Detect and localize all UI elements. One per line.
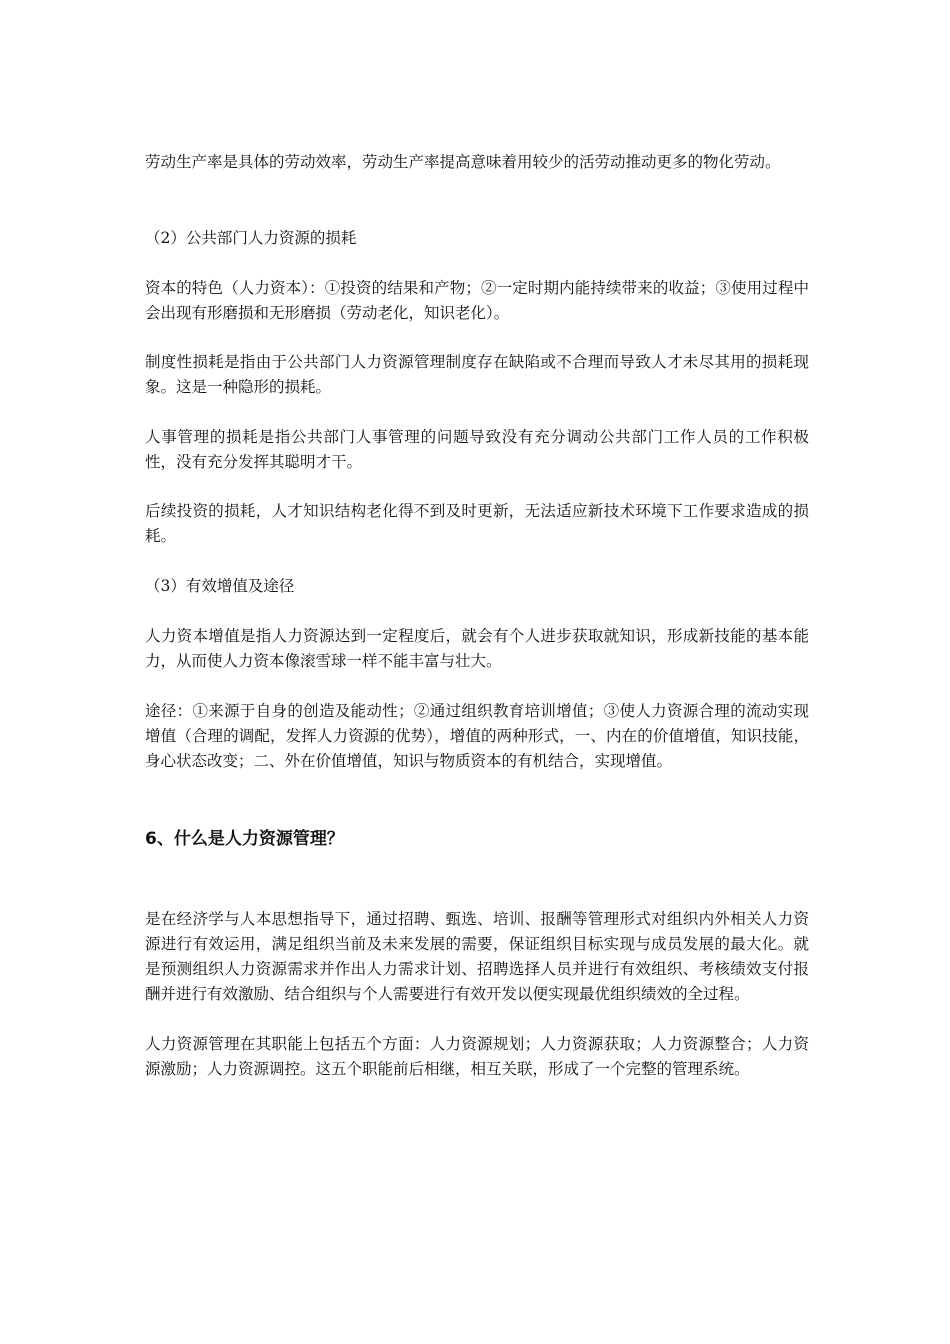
paragraph-personnel-loss: 人事管理的损耗是指公共部门人事管理的问题导致没有充分调动公共部门工作人员的工作积极性，没有充分发挥其聪明才干。 [145,428,809,471]
paragraph-hrm-definition: 是在经济学与人本思想指导下，通过招聘、甄选、培训、报酬等管理形式对组织内外相关人力资源进行有效运用，满足组织当前及未来发展的需要，保证组织目标实现与成员发展的最大化。就是预测组织人力资源需求并作出人力需求计划、招聘选择人员并进行有效组织、考核绩效支付报酬并进行有效激励、结合组织与个人需要进行有效开发以便实现最优组织绩效的全过程。 [145,910,809,1003]
subheading-public-sector-loss: （2）公共部门人力资源的损耗 [145,229,357,247]
paragraph-institutional-loss: 制度性损耗是指由于公共部门人力资源管理制度存在缺陷或不合理而导致人才未尽其用的损耗现象。这是一种隐形的损耗。 [145,353,809,396]
paragraph-followup-loss: 后续投资的损耗，人才知识结构老化得不到及时更新，无法适应新技术环境下工作要求造成的损耗。 [145,502,809,545]
subheading-effective-appreciation: （3）有效增值及途径 [145,577,295,595]
paragraph-labor-productivity: 劳动生产率是具体的劳动效率，劳动生产率提高意味着用较少的活劳动推动更多的物化劳动。 [145,153,781,171]
paragraph-capital-appreciation: 人力资本增值是指人力资源达到一定程度后，就会有个人进步获取就知识，形成新技能的基本能力，从而使人力资本像滚雪球一样不能丰富与壮大。 [145,627,809,670]
paragraph-hrm-functions: 人力资源管理在其职能上包括五个方面：人力资源规划；人力资源获取；人力资源整合；人力资源激励；人力资源调控。这五个职能前后相继，相互关联，形成了一个完整的管理系统。 [145,1035,809,1078]
section-heading-what-is-hrm: 6、什么是人力资源管理？ [145,829,344,849]
paragraph-capital-features: 资本的特色（人力资本）：①投资的结果和产物；②一定时期内能持续带来的收益；③使用过程中会出现有形磨损和无形磨损（劳动老化，知识老化）。 [145,279,809,322]
paragraph-appreciation-ways: 途径：①来源于自身的创造及能动性；②通过组织教育培训增值；③使人力资源合理的流动实现增值（合理的调配，发挥人力资源的优势），增值的两种形式，一、内在的价值增值，知识技能，身心状态改变；二、外在价值增值，知识与物质资本的有机结合，实现增值。 [145,702,809,770]
